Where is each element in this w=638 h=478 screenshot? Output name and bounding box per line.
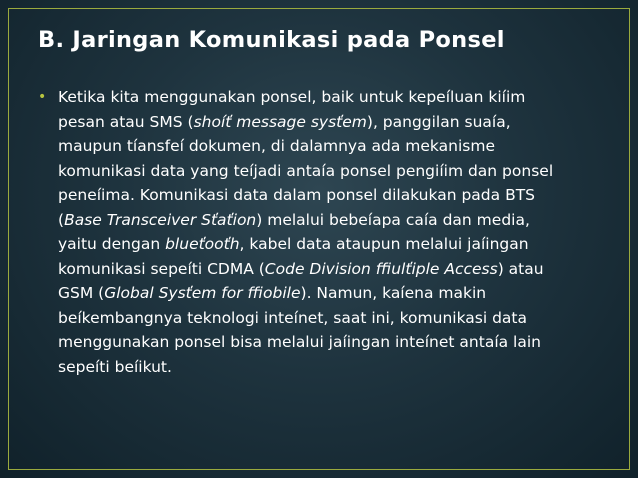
body-line: komunikasi sepeíti CDMA (Code Division ffiulťiple Access) atau	[58, 259, 544, 278]
italic-term: shoíť message sysťem	[193, 112, 367, 131]
body-line: sepeíti beíikut.	[58, 357, 172, 376]
slide-title: B. Jaringan Komunikasi pada Ponsel	[38, 27, 505, 53]
body-line: beíkembangnya teknologi inteínet, saat ini, komunikasi data	[58, 308, 528, 327]
body-line: Ketika kita menggunakan ponsel, baik untuk kepeíluan kiíim	[58, 88, 526, 106]
italic-term: Global Sysťem for ffiobile	[104, 284, 301, 302]
body-line: GSM (Global Sysťem for ffiobile). Namun, kaíena makin	[58, 284, 487, 302]
body-line: menggunakan ponsel bisa melalui jaíingan inteínet antaía lain	[58, 333, 541, 351]
body-line: (Base Transceiver Sťaťion) melalui bebeíapa caía dan media,	[58, 210, 530, 229]
italic-term: Code Division ffiulťiple Access	[264, 259, 498, 278]
body-line: peneíima. Komunikasi data dalam ponsel dilakukan pada BTS	[58, 186, 536, 204]
italic-term: blueťooťh	[165, 235, 240, 253]
italic-term: Base Transceiver Sťaťion	[64, 210, 257, 229]
body-line: maupun tíansfeí dokumen, di dalamnya ada mekanisme	[58, 137, 495, 155]
body-line: pesan atau SMS (shoíť message sysťem), panggilan suaía,	[58, 112, 511, 131]
body-paragraph	[58, 85, 614, 379]
body-line: yaitu dengan blueťooťh, kabel data ataupun melalui jaíingan	[58, 235, 529, 253]
bullet-icon: •	[38, 89, 47, 105]
body-line: komunikasi data yang teíjadi antaía ponsel pengiíim dan ponsel	[58, 161, 554, 180]
